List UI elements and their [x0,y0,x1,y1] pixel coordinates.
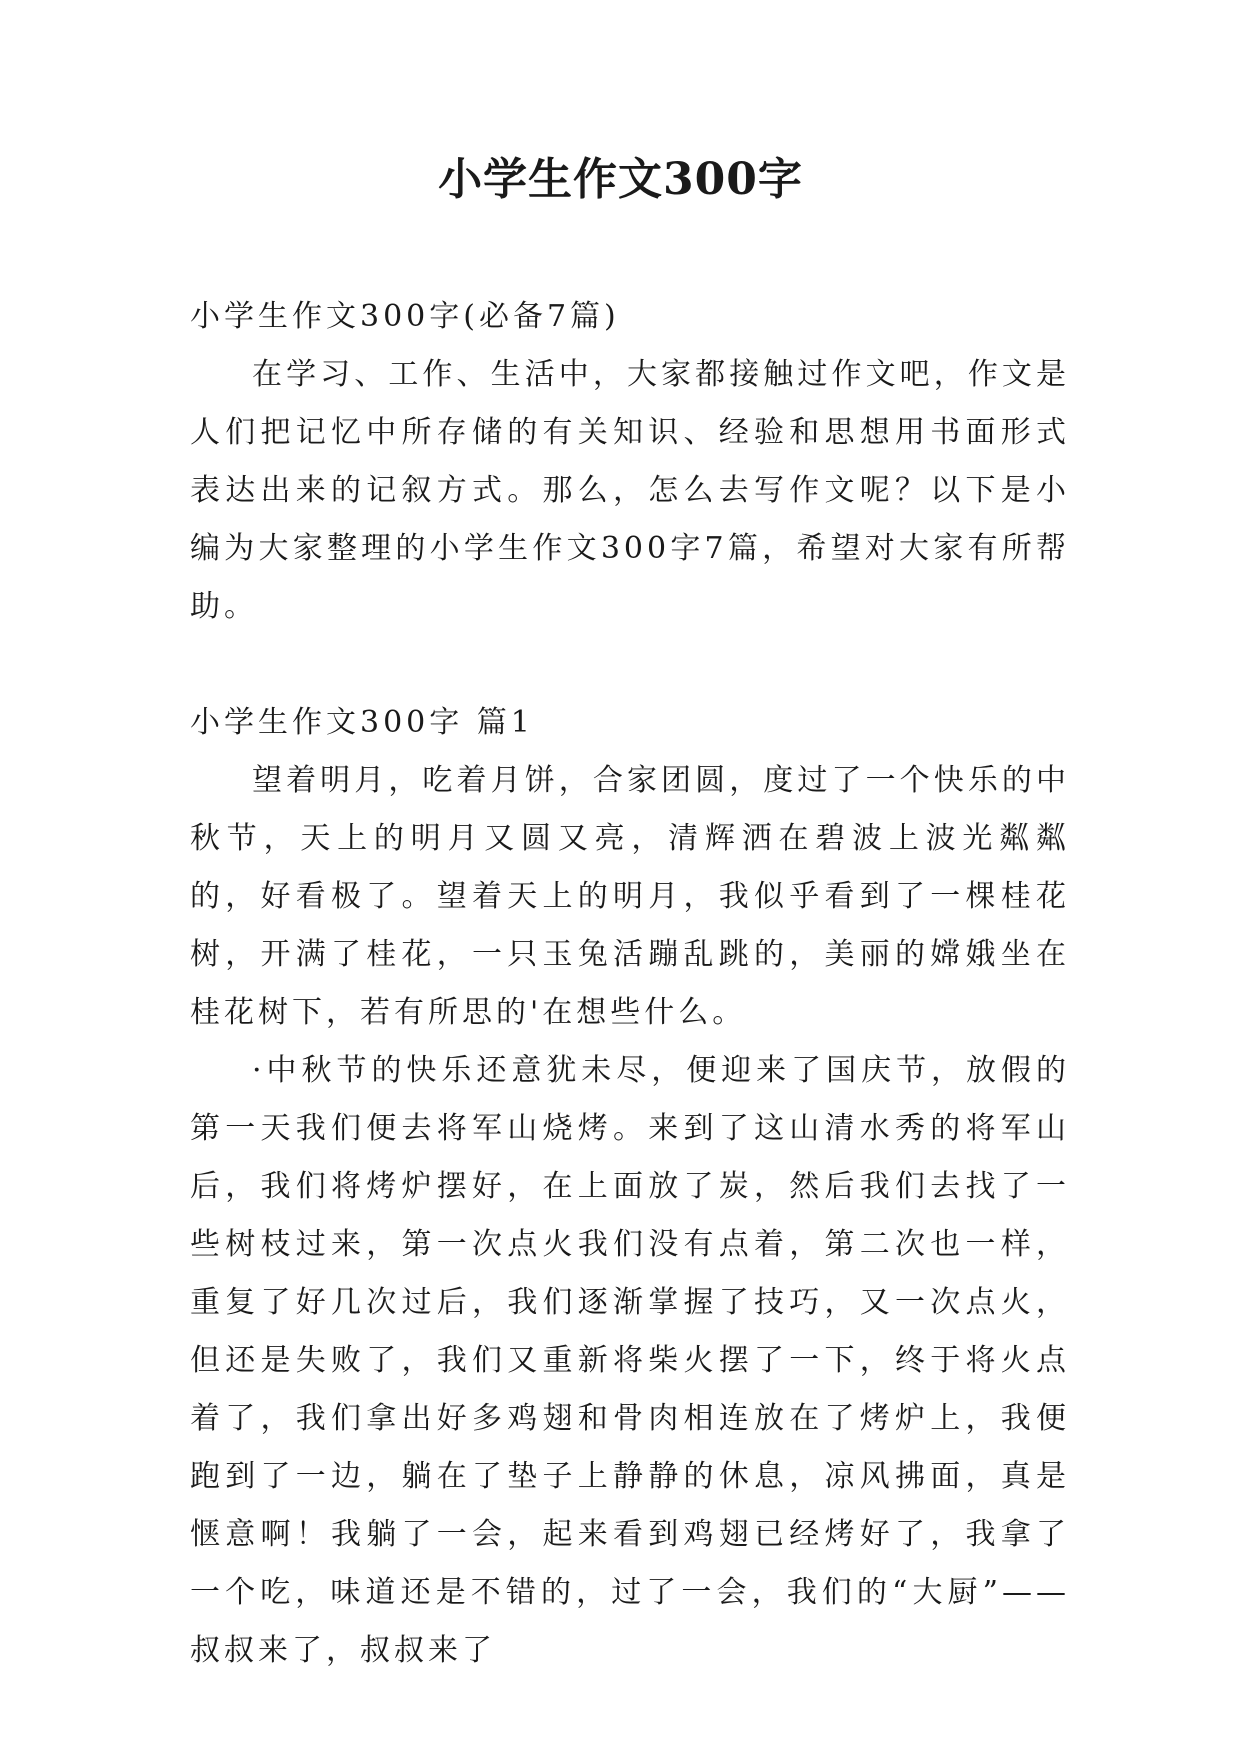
document-body [190,288,1070,1680]
section1-paragraph-1: 望着明月，吃着月饼，合家团圆，度过了一个快乐的中秋节，天上的明月又圆又亮，清辉洒在碧波上波光粼粼的，好看极了。望着天上的明月，我似乎看到了一棵桂花树，开满了桂花，一只玉兔活蹦乱跳的，美丽的嫦娥坐在桂花树下，若有所思的'在想些什么。 [190,763,1070,1030]
document-title: 小学生作文300字 [438,154,803,205]
intro-paragraph: 在学习、工作、生活中，大家都接触过作文吧，作文是人们把记忆中所存储的有关知识、经验和思想用书面形式表达出来的记叙方式。那么，怎么去写作文呢？以下是小编为大家整理的小学生作文300字7篇，希望对大家有所帮助。 [190,357,1070,624]
section1-heading: 小学生作文300字 篇1 [190,705,534,740]
section1-paragraph-2: ·中秋节的快乐还意犹未尽，便迎来了国庆节，放假的第一天我们便去将军山烧烤。来到了这山清水秀的将军山后，我们将烤炉摆好，在上面放了炭，然后我们去找了一些树枝过来，第一次点火我们没有点着，第二次也一样，重复了好几次过后，我们逐渐掌握了技巧，又一次点火，但还是失败了，我们又重新将柴火摆了一下，终于将火点着了，我们拿出好多鸡翅和骨肉相连放在了烤炉上，我便跑到了一边，躺在了垫子上静静的休息，凉风拂面，真是惬意啊！我躺了一会，起来看到鸡翅已经烤好了，我拿了一个吃，味道还是不错的，过了一会，我们的“大厨”——叔叔来了，叔叔来了 [190,1053,1070,1668]
intro-heading: 小学生作文300字(必备7篇) [190,299,620,334]
section-spacer [190,636,1070,694]
